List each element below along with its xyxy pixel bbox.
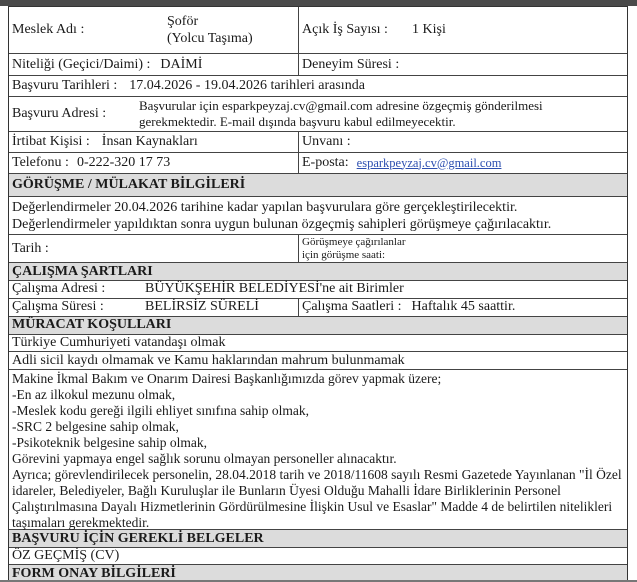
phone-row — [9, 153, 627, 174]
address-line-2: gerekmektedir. E-mail dışında başvuru kabul edilmeyecektir. — [139, 114, 456, 129]
email-label: E-posta: — [302, 155, 349, 170]
condition-detail-line: Görevini yapmaya engel sağlık sorunu olmayan personeller alınacaktır. — [12, 451, 397, 466]
condition-detail-line: -Meslek kodu gereği ilgili ehliyet sınıfına sahip olmak, — [12, 403, 309, 418]
work-duration-label: Çalışma Süresi : — [12, 299, 104, 314]
condition-detail-line: -En az ilkokul mezunu olmak, — [12, 387, 176, 402]
condition-detail-line: Makine İkmal Bakım ve Onarım Dairesi Başkanlığımızda görev yapmak üzere; — [12, 371, 442, 386]
condition-detail-line: -SRC 2 belgesine sahip olmak, — [12, 419, 179, 434]
interview-time-label-1: Görüşmeye çağırılanlar — [302, 236, 406, 248]
openings-value: 1 Kişi — [412, 22, 446, 37]
phone-value: 0-222-320 17 73 — [76, 155, 171, 170]
profession-label: Meslek Adı : — [12, 22, 85, 37]
address-label: Başvuru Adresi : — [12, 106, 107, 121]
dates-row — [9, 76, 627, 97]
work-header: ÇALIŞMA ŞARTLARI — [9, 263, 627, 281]
contact-value: İnsan Kaynakları — [101, 134, 198, 149]
condition-detail-line: idareler, Belediyeler, Bağlı Kuruluşlar ile Bunların Üyesi Olduğu Mahalli İdare Birliklerinin Personel — [12, 483, 561, 498]
work-duration-value: BELİRSİZ SÜRELİ — [145, 299, 259, 314]
interview-date-label: Tarih : — [12, 240, 49, 256]
work-address-row — [9, 281, 627, 299]
condition-item: Türkiye Cumhuriyeti vatandaşı olmak — [9, 335, 627, 353]
profession-value: Şoför — [167, 14, 199, 29]
contact-row — [9, 132, 627, 153]
work-hours-label: Çalışma Saatleri : — [302, 299, 402, 314]
job-posting-form — [8, 6, 628, 582]
approval-header: FORM ONAY BİLGİLERİ — [9, 565, 627, 582]
interview-time-label-2: için görüşme saati: — [302, 249, 386, 261]
interview-line-1: Değerlendirmeler 20.04.2026 tarihine kadar yapılan başvurulara göre gerçekleştirilecektir. — [12, 199, 518, 215]
openings-label: Açık İş Sayısı : — [302, 22, 388, 37]
profession-row — [9, 7, 627, 54]
address-line-1: Başvurular için esparkpeyzaj.cv@gmail.com adresine özgeçmiş gönderilmesi — [139, 98, 543, 113]
address-row — [9, 97, 627, 132]
contact-label: İrtibat Kişisi : — [12, 134, 90, 149]
work-address-label: Çalışma Adresi : — [12, 281, 106, 297]
condition-detail-line: -Psikoteknik belgesine sahip olmak, — [12, 435, 207, 450]
condition-detail-line: Ayrıca; görevlendirilecek personelin, 28.04.2018 tarih ve 2018/11608 sayılı Resmi Gazetede Yayınlanan "İl Özel — [12, 467, 622, 482]
condition-detail-line: taşımaları gerekmektedir. — [12, 515, 150, 530]
email-link[interactable]: esparkpeyzaj.cv@gmail.com — [356, 155, 502, 170]
conditions-details — [9, 370, 625, 532]
work-address-value: BÜYÜKŞEHİR BELEDİYESİ'ne ait Birimler — [145, 281, 404, 297]
nature-row — [9, 54, 627, 76]
documents-header: BAŞVURU İÇİN GEREKLİ BELGELER — [9, 530, 627, 548]
experience-label: Deneyim Süresi : — [302, 56, 400, 72]
nature-value: DAİMİ — [160, 56, 203, 72]
nature-label: Niteliği (Geçici/Daimi) : — [12, 56, 151, 72]
dates-label: Başvuru Tarihleri : — [12, 78, 118, 93]
phone-label: Telefonu : — [12, 155, 69, 170]
dates-value: 17.04.2026 - 19.04.2026 tarihleri arasında — [129, 78, 365, 93]
title-label: Unvanı : — [302, 134, 351, 149]
interview-text-row — [9, 197, 627, 235]
interview-header: GÖRÜŞME / MÜLAKAT BİLGİLERİ — [9, 174, 627, 197]
profession-subvalue: (Yolcu Taşıma) — [167, 31, 253, 46]
condition-item: Adli sicil kaydı olmamak ve Kamu haklarından mahrum bulunmamak — [9, 352, 627, 370]
interview-line-2: Değerlendirmeler yapıldıktan sonra uygun bulunan özgeçmiş sahipleri görüşmeye çağırılacaktır. — [12, 216, 552, 232]
conditions-header: MÜRACAT KOŞULLARI — [9, 317, 627, 335]
interview-date-row — [9, 235, 627, 263]
work-duration-row — [9, 299, 627, 317]
work-hours-value: Haftalık 45 saattir. — [411, 299, 516, 314]
document-item: ÖZ GEÇMİŞ (CV) — [9, 548, 627, 565]
conditions-details-row — [9, 370, 627, 530]
condition-detail-line: Çalıştırılmasına Dayalı Hizmetlerinin Gördürülmesine İlişkin Usul ve Esaslar" Madde 4 de belirtilen nitelikleri — [12, 499, 613, 514]
